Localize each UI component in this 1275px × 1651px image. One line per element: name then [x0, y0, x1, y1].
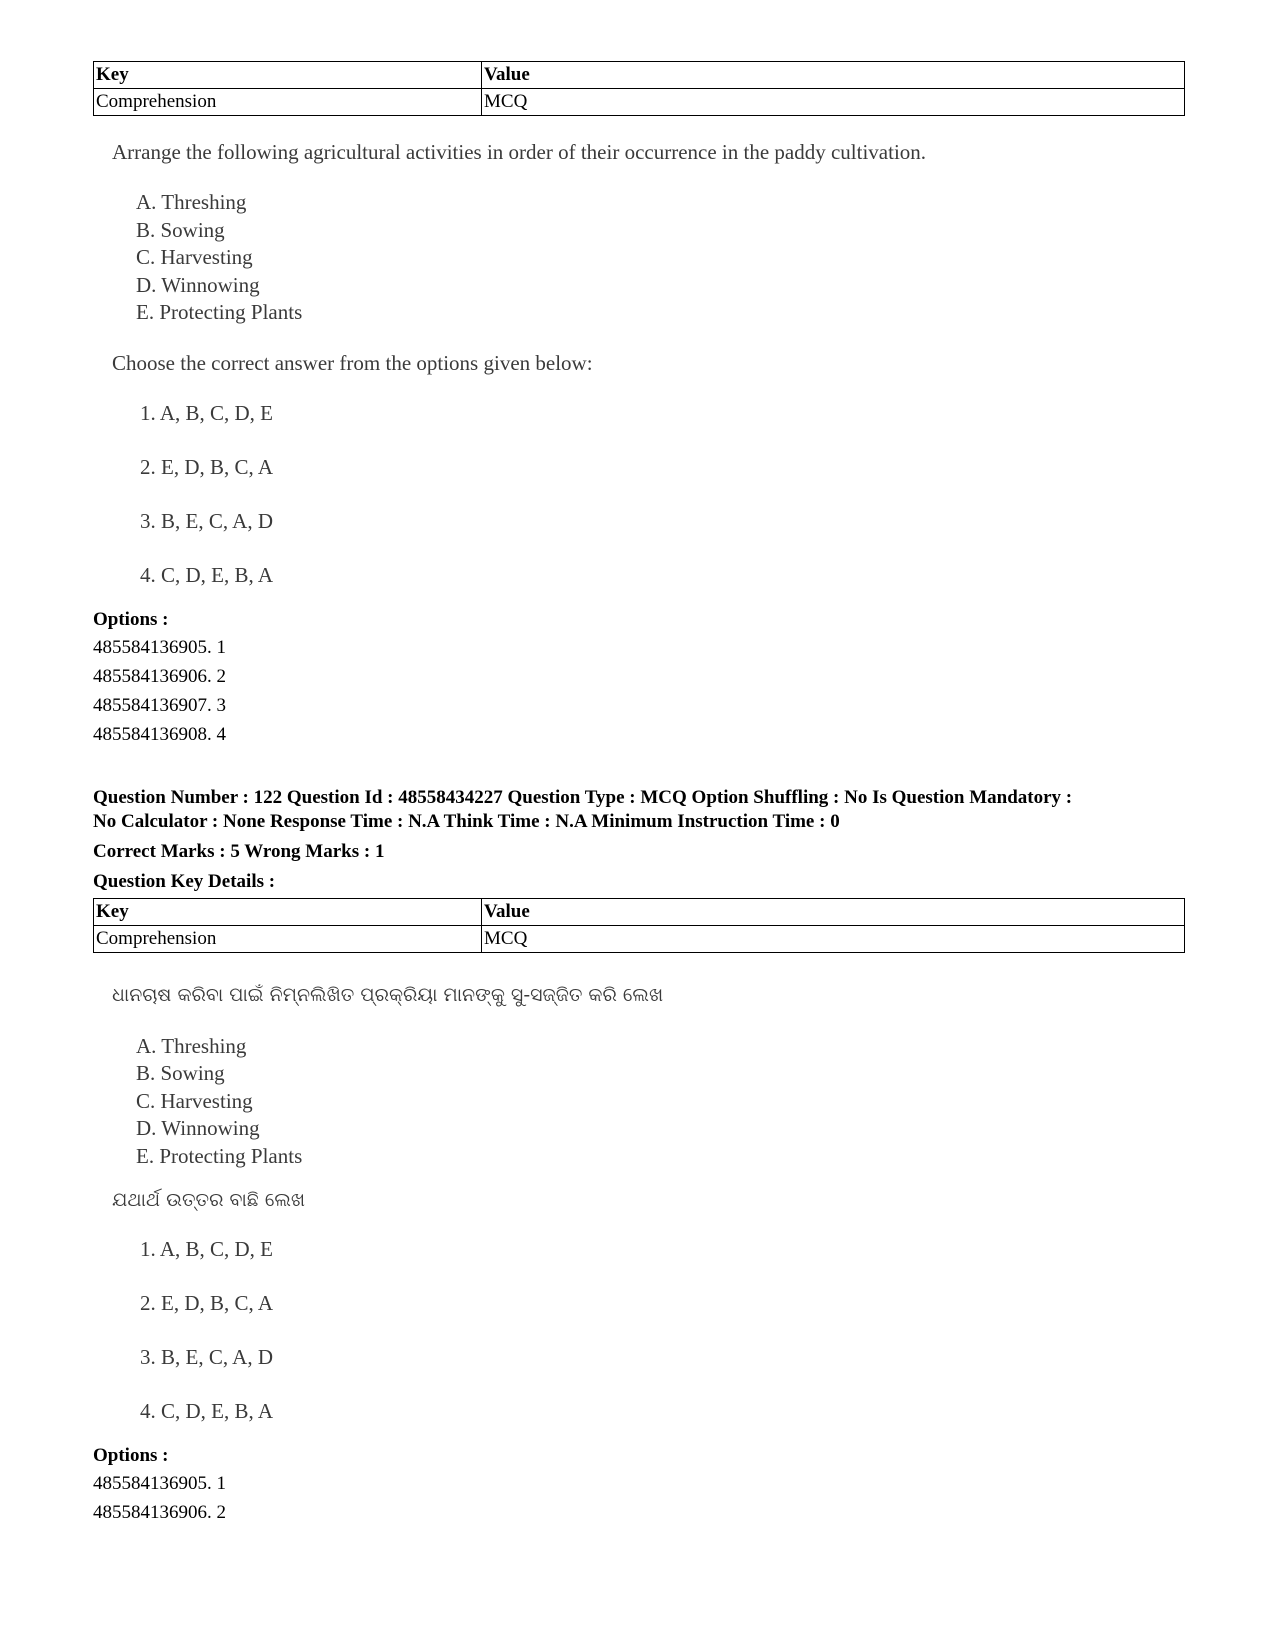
answer-choice: 4. C, D, E, B, A	[140, 562, 274, 587]
question-stem-odia: ଧାନଚାଷ କରିବା ପାଇଁ ନିମ୍ନଲିଖିତ ପ୍ରକ୍ରିୟା ମାନଙ୍କୁ ସୁ-ସଜ୍ଜିତ କରି ଲେଖ	[112, 983, 664, 1006]
question-stem: Arrange the following agricultural activities in order of their occurrence in the paddy cultivation.	[112, 140, 927, 164]
question-key-table	[93, 898, 1185, 953]
option-id: 485584136906. 2	[93, 665, 226, 687]
options-label: Options :	[93, 1445, 169, 1466]
answer-choice: 3. B, E, C, A, D	[140, 508, 274, 533]
answer-choice: 2. E, D, B, C, A	[140, 1291, 274, 1315]
list-item: C. Harvesting	[136, 245, 253, 269]
key-header: Key	[94, 898, 482, 925]
activity-list	[136, 189, 1185, 327]
choose-instruction-odia: ଯଥାର୍ଥ ଉତ୍ତର ବାଛି ଲେଖ	[112, 1189, 306, 1211]
answer-choice: 2. E, D, B, C, A	[140, 454, 274, 479]
option-id-list	[93, 633, 1185, 749]
value-header: Value	[482, 898, 1185, 925]
question-meta-line: Question Number : 122 Question Id : 48558434227 Question Type : MCQ Option Shuffling : No Is Question Mandatory :	[93, 786, 1073, 808]
question-meta	[93, 786, 1185, 834]
table-header-row	[94, 898, 1185, 925]
question-meta-line: No Calculator : None Response Time : N.A Think Time : N.A Minimum Instruction Time : 0	[93, 810, 840, 832]
marks-info: Correct Marks : 5 Wrong Marks : 1	[93, 840, 385, 862]
activity-list	[136, 1033, 1185, 1171]
table-header-row	[94, 62, 1185, 89]
option-id: 485584136908. 4	[93, 723, 226, 745]
list-item: A. Threshing	[136, 190, 247, 214]
value-cell: MCQ	[482, 925, 1185, 952]
list-item: E. Protecting Plants	[136, 1143, 303, 1168]
table-row	[94, 89, 1185, 116]
answer-choice: 1. A, B, C, D, E	[140, 1237, 274, 1261]
option-id-list	[93, 1469, 1185, 1527]
option-id: 485584136907. 3	[93, 694, 226, 716]
value-header: Value	[482, 62, 1185, 89]
list-item: B. Sowing	[136, 1061, 225, 1085]
document-page	[93, 61, 1185, 1527]
option-id: 485584136906. 2	[93, 1502, 226, 1523]
list-item: B. Sowing	[136, 217, 225, 242]
key-cell: Comprehension	[94, 925, 482, 952]
list-item: E. Protecting Plants	[136, 300, 303, 324]
question-key-table	[93, 61, 1185, 116]
option-id: 485584136905. 1	[93, 1473, 226, 1494]
answer-choice: 4. C, D, E, B, A	[140, 1399, 274, 1423]
answer-choice: 3. B, E, C, A, D	[140, 1345, 274, 1369]
key-cell: Comprehension	[94, 89, 482, 116]
answer-choice: 1. A, B, C, D, E	[140, 400, 274, 425]
list-item: D. Winnowing	[136, 1116, 260, 1140]
list-item: D. Winnowing	[136, 272, 260, 297]
key-header: Key	[94, 62, 482, 89]
value-cell: MCQ	[482, 89, 1185, 116]
key-details-label: Question Key Details :	[93, 870, 276, 892]
list-item: C. Harvesting	[136, 1088, 253, 1113]
list-item: A. Threshing	[136, 1033, 247, 1058]
choose-instruction: Choose the correct answer from the options given below:	[112, 350, 593, 375]
answer-choices	[140, 1236, 1185, 1425]
table-row	[94, 925, 1185, 952]
answer-choices	[140, 400, 1185, 589]
option-id: 485584136905. 1	[93, 636, 226, 658]
options-label: Options :	[93, 608, 169, 630]
